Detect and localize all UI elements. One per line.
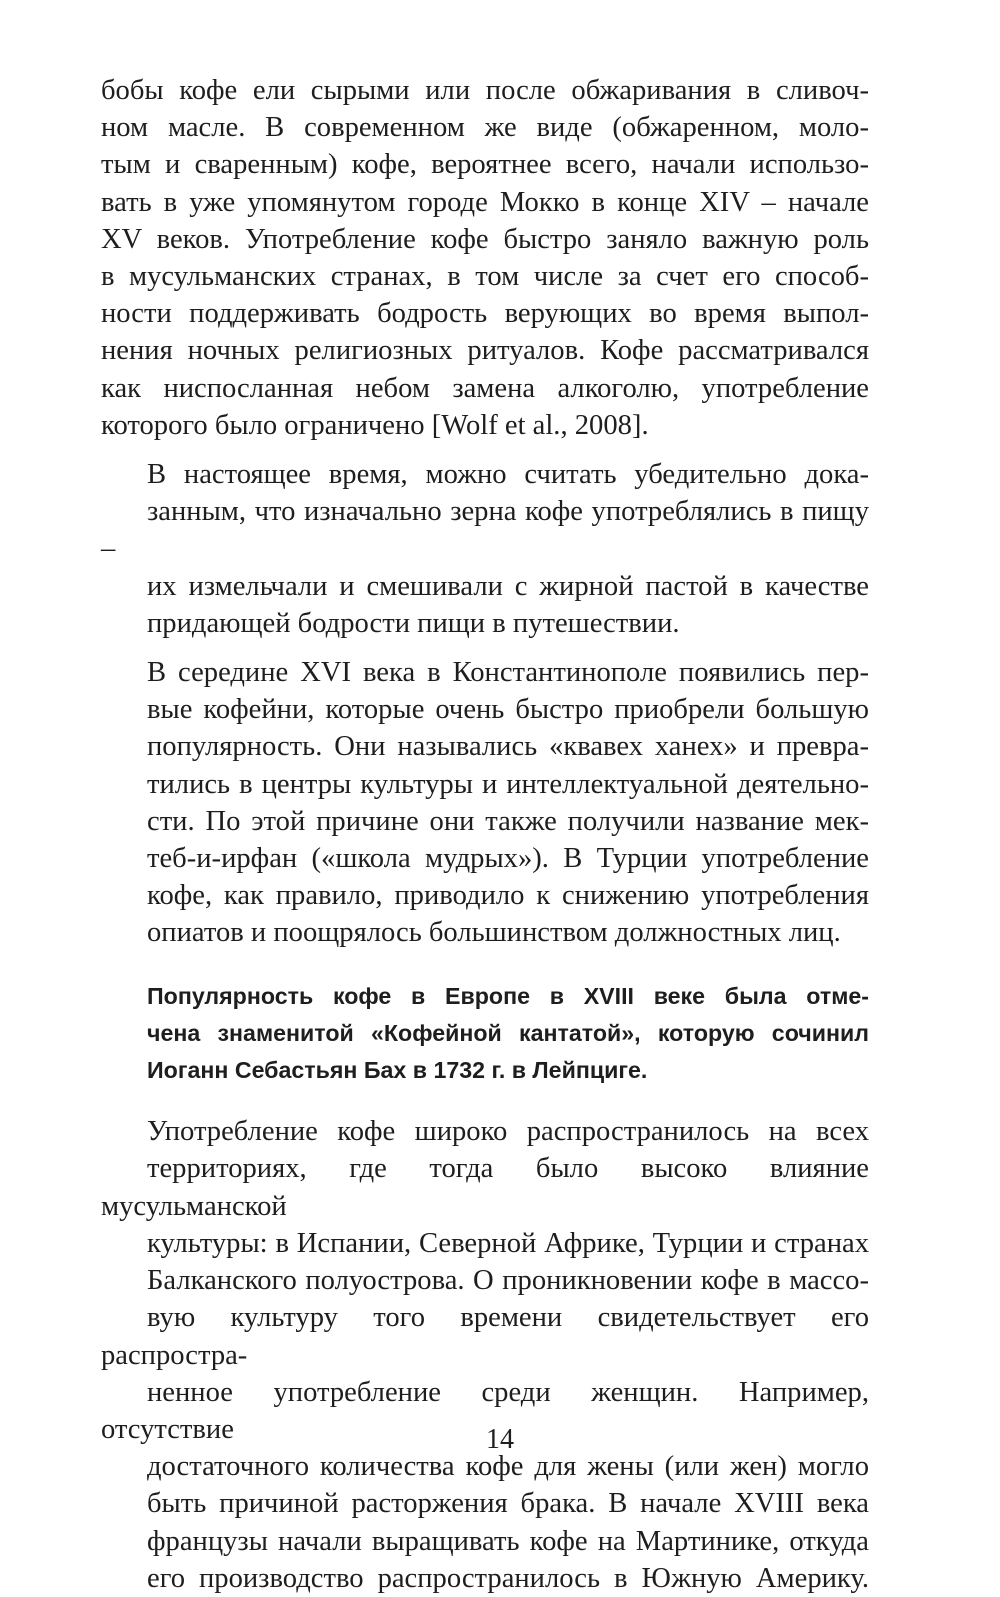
text-line: ности поддерживать бодрость верующих во время выпол- <box>101 298 869 330</box>
text-line: их измельчали и смешивали с жирной пастой в качестве <box>147 570 869 602</box>
text-line: нения ночных религиозных ритуалов. Кофе рассматривался <box>101 335 869 367</box>
text-line: тым и сваренным) кофе, вероятнее всего, начали использо- <box>101 149 869 181</box>
text-line: придающей бодрости пищи в путешествии. <box>147 607 680 639</box>
page-number: 14 <box>486 1424 514 1455</box>
text-line: ном масле. В современном же виде (обжаренном, моло- <box>101 112 869 144</box>
text-line: сти. По этой причине они также получили название мек- <box>147 805 869 837</box>
text-line: опиатов и поощрялось большинством должностных лиц. <box>147 917 841 949</box>
text-line: быть причиной расторжения брака. В начале XVIII века <box>147 1488 869 1520</box>
text-line: вые кофейни, которые очень быстро приобрели большую <box>147 694 869 726</box>
callout-line: Иоганн Себастьян Бах в 1732 г. в Лейпциге. <box>147 1057 648 1084</box>
text-line: вать в уже упомянутом городе Мокко в конце XIV – начале <box>101 186 869 218</box>
text-line: ненное употребление среди женщин. Например, отсутствие <box>101 1376 869 1445</box>
text-line: кофе, как правило, приводило к снижению употребления <box>147 880 869 912</box>
text-line: достаточного количества кофе для жены (или жен) могло <box>147 1451 869 1483</box>
text-line: XV веков. Употребление кофе быстро заняло важную роль <box>101 223 869 255</box>
paragraph-4 <box>101 1113 869 1597</box>
text-line: теб-и-ирфан («школа мудрых»). В Турции употребление <box>147 843 869 875</box>
callout-box <box>147 978 869 1090</box>
paragraph-1 <box>101 72 869 444</box>
callout-line: чена знаменитой «Кофейной кантатой», которую сочинил <box>147 1019 869 1046</box>
paragraph-3 <box>101 654 869 952</box>
text-line: популярность. Они назывались «квавех ханех» и превра- <box>147 731 869 763</box>
text-line: Балканского полуострова. О проникновении кофе в массо- <box>147 1265 869 1297</box>
paragraph-2 <box>101 456 869 642</box>
text-line: культуры: в Испании, Северной Африке, Турции и странах <box>147 1227 869 1259</box>
text-line: В середине XVI века в Константинополе появились пер- <box>147 657 869 689</box>
text-line: в мусульманских странах, в том числе за счет его способ- <box>101 261 869 293</box>
text-line: вую культуру того времени свидетельствует его распростра- <box>101 1302 869 1371</box>
text-line: Употребление кофе широко распространилось на всех <box>147 1116 869 1148</box>
text-line: его производство распространилось в Южную Америку. <box>147 1562 869 1594</box>
text-line: как ниспосланная небом замена алкоголю, употребление <box>101 372 869 404</box>
text-line: которого было ограничено [Wolf et al., 2008]. <box>101 409 649 441</box>
text-line: бобы кофе ели сырыми или после обжаривания в сливоч- <box>101 75 869 106</box>
text-line: французы начали выращивать кофе на Мартинике, откуда <box>147 1525 869 1557</box>
page-body <box>101 72 869 1594</box>
text-line: В настоящее время, можно считать убедительно дока- <box>147 459 869 491</box>
text-line: занным, что изначально зерна кофе употреблялись в пищу – <box>101 496 869 565</box>
callout-line: Популярность кофе в Европе в XVIII веке была отме- <box>147 982 869 1009</box>
text-line: тились в центры культуры и интеллектуальной деятельно- <box>147 768 869 800</box>
text-line: территориях, где тогда было высоко влияние мусульманской <box>101 1153 869 1222</box>
